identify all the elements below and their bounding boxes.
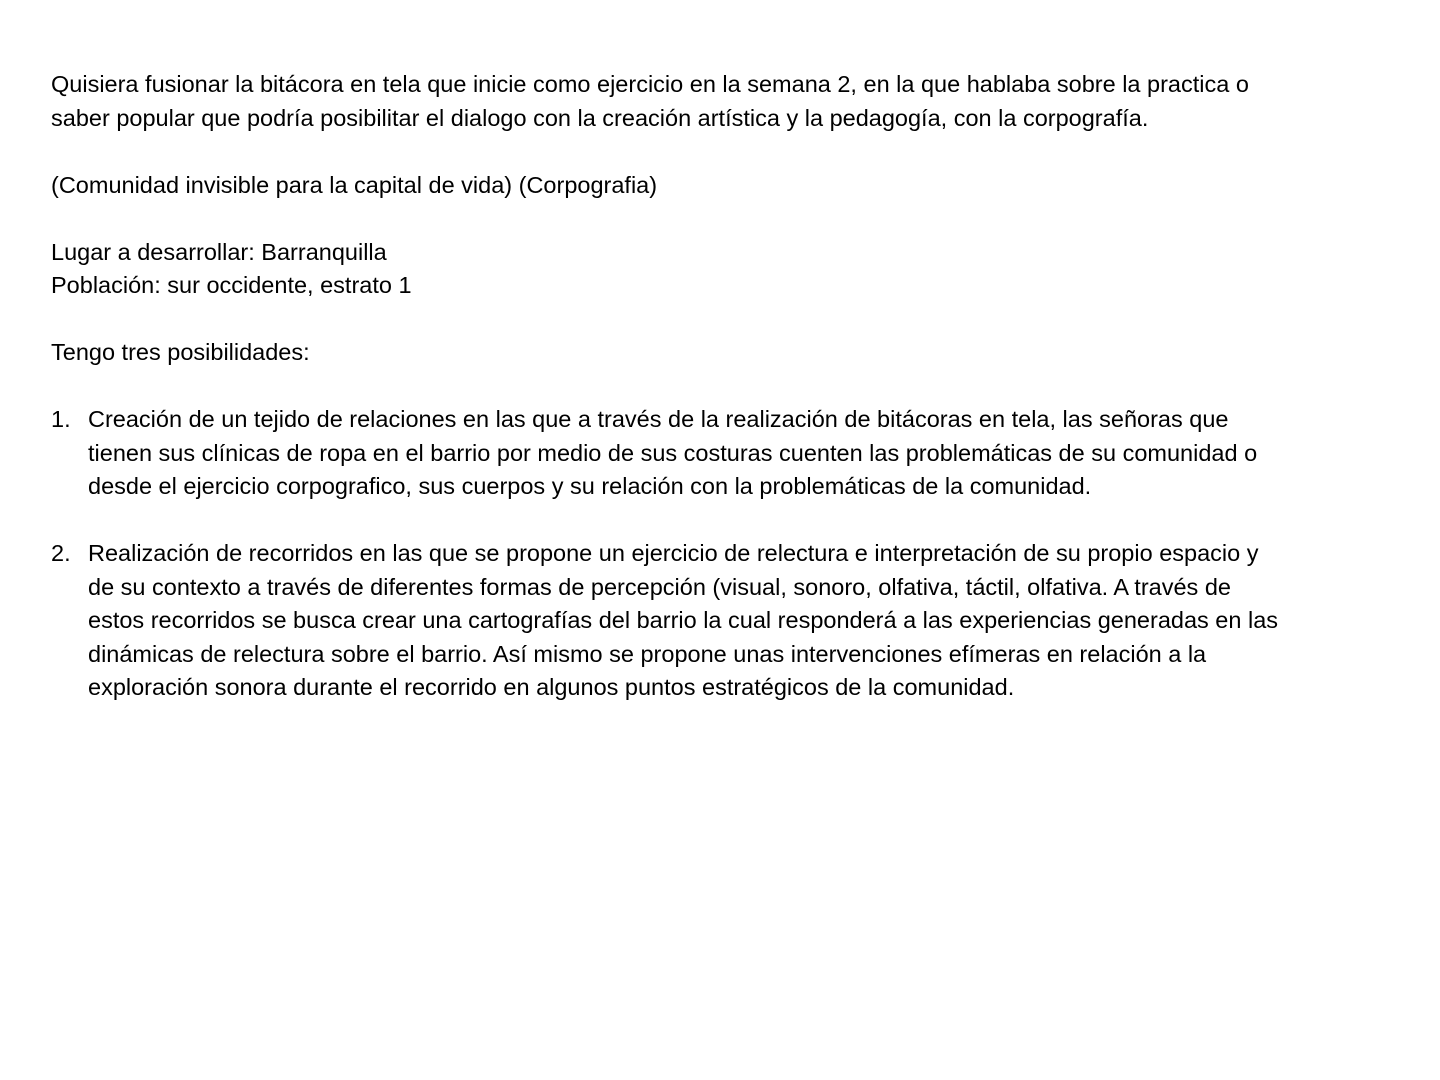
intro-line-2: saber popular que podría posibilitar el dialogo con la creación artística y la pedagogía, con la corpografía. [51, 104, 1149, 131]
list-item-line: dinámicas de relectura sobre el barrio. Así mismo se propone unas intervenciones efímeras en relación a la [88, 640, 1207, 667]
list-item-line: exploración sonora durante el recorrido en algunos puntos estratégicos de la comunidad. [88, 674, 1015, 700]
place-line: Lugar a desarrollar: Barranquilla [51, 238, 387, 265]
list-item-line: estos recorridos se busca crear una cartografías del barrio la cual responderá a las experiencias generadas en las [88, 607, 1279, 633]
list-item-line: Creación de un tejido de relaciones en las que a través de la realización de bitácoras en tela, las señoras que [88, 406, 1229, 432]
document-page [51, 68, 1381, 738]
list-item-number: 1. [51, 406, 71, 432]
list-item [51, 537, 1381, 705]
possibilities-list [51, 403, 1381, 705]
possibilities-heading-text: Tengo tres posibilidades: [51, 339, 310, 365]
possibilities-heading [51, 336, 1381, 370]
population-line: Población: sur occidente, estrato 1 [51, 272, 412, 298]
list-item [51, 403, 1381, 504]
list-item-line: desde el ejercicio corpografico, sus cuerpos y su relación con la problemáticas de la comunidad. [88, 473, 1092, 499]
list-item-line: tienen sus clínicas de ropa en el barrio por medio de sus costuras cuenten las problemáticas de su comunidad o [88, 439, 1258, 466]
details-block [51, 236, 1381, 303]
list-item-line: de su contexto a través de diferentes formas de percepción (visual, sonoro, olfativa, táctil, olfativa. A través de [88, 573, 1231, 600]
intro-line-1: Quisiera fusionar la bitácora en tela que inicie como ejercicio en la semana 2, en la que hablaba sobre la practica o [51, 71, 1249, 97]
project-title: (Comunidad invisible para la capital de vida) (Corpografia) [51, 171, 658, 198]
project-title-line [51, 169, 1381, 203]
intro-paragraph [51, 68, 1381, 135]
list-item-line: Realización de recorridos en las que se propone un ejercicio de relectura e interpretación de su propio espacio y [88, 540, 1259, 566]
list-item-number: 2. [51, 540, 71, 566]
